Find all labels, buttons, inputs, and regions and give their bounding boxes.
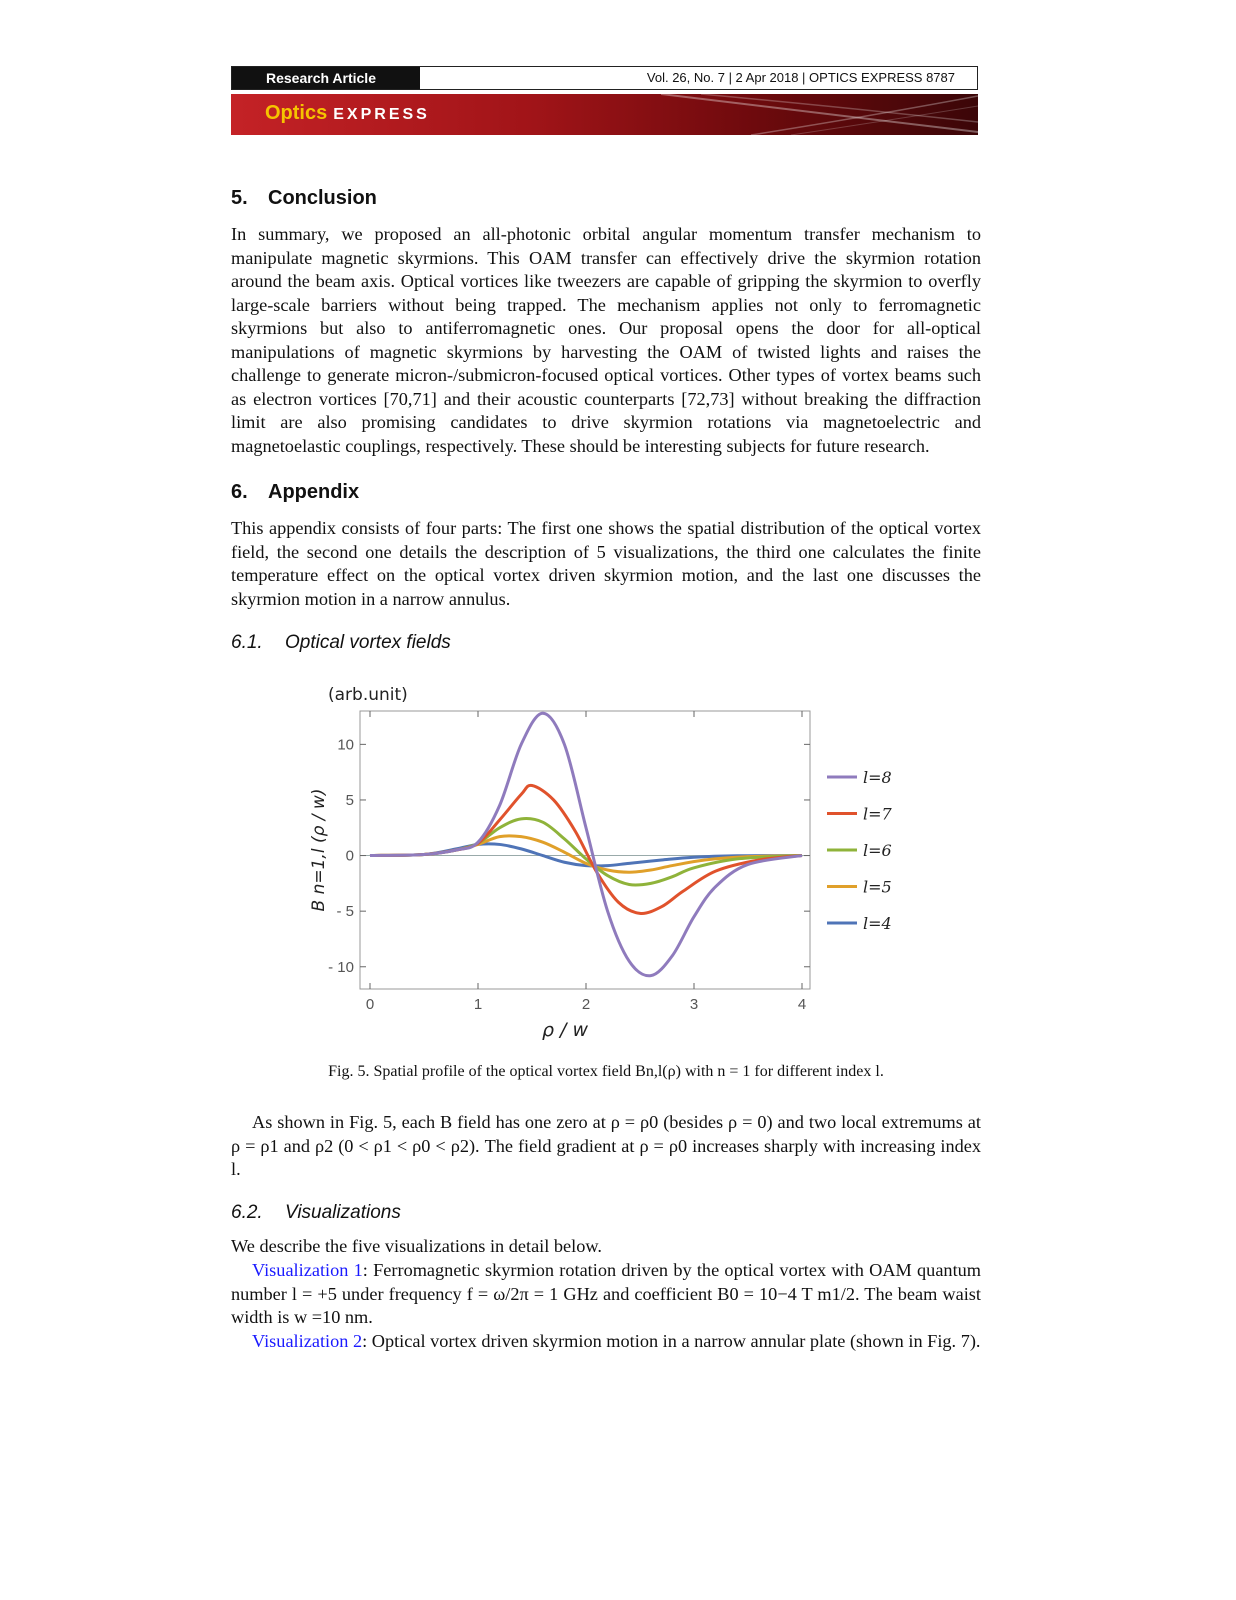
y-unit-label: (arb.unit) (328, 685, 408, 705)
visualization-1-link[interactable]: Visualization 1 (252, 1260, 363, 1280)
y-tick-label: - 5 (336, 903, 354, 921)
y-tick-label: 0 (345, 847, 354, 865)
section-heading-appendix: 6. Appendix (231, 481, 360, 503)
journal-citation: Vol. 26, No. 7 | 2 Apr 2018 | OPTICS EXPRESS 8787 (646, 70, 955, 85)
visualization-2-link[interactable]: Visualization 2 (252, 1331, 363, 1351)
legend-label: l=5 (863, 877, 892, 897)
y-tick-label: - 10 (328, 958, 354, 976)
journal-logo: Optics EXPRESS (265, 102, 430, 124)
x-tick-label: 4 (797, 996, 807, 1013)
conclusion-paragraph: In summary, we proposed an all-photonic orbital angular momentum transfer mechanism to manipulate magnetic skyrmions. This OAM transfer can effectively drive the skyrmion rotation around the beam axis. Optical vortices like tweezers are capable of gripping the skyrmion to overfly large-scale barriers without being trapped. The mechanism applies not only to ferromagnetic skyrmions but also to antiferromagnetic ones. Our proposal opens the door for all-optical manipulations of magnetic skyrmions by harvesting the OAM of twisted lights and raises the challenge to generate micron-/submicron-focused optical vortices. Other types of vortex beams such as electron vortices [70,71] and their acoustic counterparts [72,73] without breaking the diffraction limit are also promising candidates to drive skyrmion rotations via magnetoelectric and magnetoelastic couplings, respectively. These should be interesting subjects for future research. (231, 224, 981, 456)
y-axis-label: B n=1,l (ρ / w) (309, 788, 329, 912)
article-type-label: Research Article (232, 67, 420, 89)
visualizations-intro: We describe the five visualizations in detail below. (231, 1236, 602, 1256)
appendix-paragraph: This appendix consists of four parts: The first one shows the spatial distribution of the optical vortex field, the second one details the description of 5 visualizations, the third one calculates the finite temperature effect on the optical vortex driven skyrmion motion, and the last one discusses the skyrmion motion in a narrow annulus. (231, 518, 981, 609)
legend-label: l=8 (863, 768, 892, 787)
legend-label: l=7 (863, 804, 892, 824)
x-tick-label: 0 (365, 996, 375, 1013)
figure-5-chart (300, 680, 920, 1040)
visualization-2-paragraph: Visualization 2: Optical vortex driven skyrmion motion in a narrow annular plate (shown in Fig. 7). (252, 1331, 981, 1351)
x-tick-label: 3 (689, 996, 699, 1013)
series-line-l-7 (370, 785, 802, 913)
series-line-l-8 (370, 713, 802, 976)
y-tick-label: 10 (337, 736, 354, 754)
journal-banner (231, 94, 978, 135)
figure-caption: Fig. 5. Spatial profile of the optical vortex field Bn,l(ρ) with n = 1 for different index l. (328, 1063, 884, 1080)
y-tick-label: 5 (345, 791, 354, 809)
legend-label: l=4 (863, 914, 892, 933)
x-tick-label: 1 (473, 996, 483, 1013)
journal-header-bar (231, 66, 978, 90)
figure-discussion-paragraph: As shown in Fig. 5, each B field has one zero at ρ = ρ0 (besides ρ = 0) and two local extremums at ρ = ρ1 and ρ2 (0 < ρ1 < ρ0 < ρ2). The field gradient at ρ = ρ0 increases sharply with increasing index l. (231, 1112, 981, 1179)
x-axis-label: ρ / w (541, 1019, 589, 1040)
section-heading-conclusion: 5. Conclusion (231, 187, 377, 209)
x-tick-label: 2 (581, 996, 591, 1013)
visualization-1-paragraph: Visualization 1: Ferromagnetic skyrmion rotation driven by the optical vortex with OAM quantum number l = +5 under frequency f = ω/2π = 1 GHz and coefficient B0 = 10−4 T m1/2. The beam waist width is w =10 nm. (231, 1260, 982, 1327)
subsection-heading-optical-vortex-fields: 6.1. Optical vortex fields (231, 632, 451, 653)
legend-label: l=6 (863, 841, 892, 860)
subsection-heading-visualizations: 6.2. Visualizations (231, 1202, 401, 1223)
